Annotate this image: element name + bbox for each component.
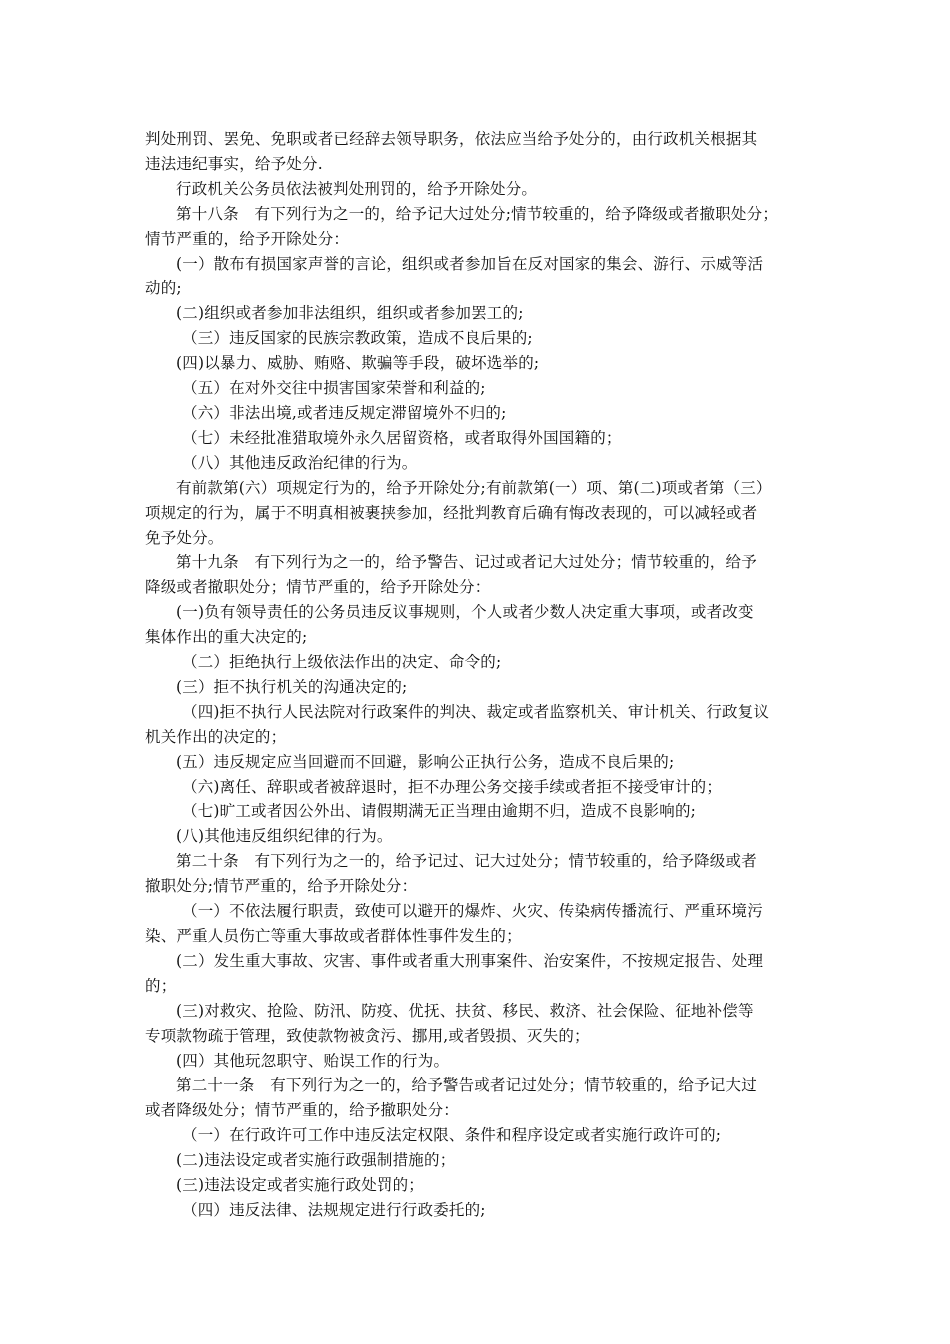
text-line: 撤职处分;情节严重的，给予开除处分： [145, 877, 418, 896]
text-line: 第二十一条 有下列行为之一的，给予警告或者记过处分；情节较重的，给予记大过 [176, 1076, 757, 1095]
text-line: (八)其他违反组织纪律的行为。 [176, 827, 393, 846]
text-line: 项规定的行为，属于不明真相被裹挟参加，经批判教育后确有悔改表现的，可以减轻或者 [145, 503, 758, 522]
text-line: （四)拒不执行人民法院对行政案件的判决、裁定或者监察机关、审计机关、行政复议 [182, 702, 770, 721]
text-line: （七）未经批准猎取境外永久居留资格，或者取得外国国籍的； [182, 428, 622, 447]
text-line: （五）在对外交往中损害国家荣誉和利益的; [182, 379, 486, 398]
text-line: (二)违法设定或者实施行政强制措施的； [176, 1151, 456, 1170]
text-line: （六)离任、辞职或者被辞退时，拒不办理公务交接手续或者拒不接受审计的； [182, 777, 723, 796]
text-line: 集体作出的重大决定的; [145, 628, 308, 647]
text-line: 降级或者撤职处分；情节严重的，给予开除处分： [145, 578, 491, 597]
text-line: (三)违法设定或者实施行政处罚的； [176, 1176, 424, 1195]
text-line: （六）非法出境,或者违反规定滞留境外不归的; [182, 403, 507, 422]
text-line: 染、严重人员伤亡等重大事故或者群体性事件发生的； [145, 927, 522, 945]
text-line: 有前款第(六）项规定行为的，给予开除处分;有前款第(一）项、第(二)项或者第（三） [176, 478, 772, 497]
document-body [145, 127, 815, 1223]
text-line: 违法违纪事实，给予处分. [145, 154, 323, 173]
text-line: 第十八条 有下列行为之一的，给予记大过处分;情节较重的，给予降级或者撤职处分； [176, 204, 779, 223]
text-line: (四)以暴力、威胁、贿赂、欺骗等手段，破坏选举的; [176, 354, 540, 373]
text-line: (二)组织或者参加非法组织，组织或者参加罢工的; [176, 304, 524, 323]
text-line: 情节严重的，给予开除处分： [145, 229, 350, 248]
text-line: (三）拒不执行机关的沟通决定的; [176, 677, 408, 696]
text-line: （二）拒绝执行上级依法作出的决定、命令的; [182, 653, 502, 672]
text-line: (五）违反规定应当回避而不回避，影响公正执行公务，造成不良后果的; [176, 752, 675, 771]
text-line: （三）违反国家的民族宗教政策，造成不良后果的; [182, 329, 533, 348]
text-line: （一）不依法履行职责，致使可以避开的爆炸、火灾、传染病传播流行、严重环境污 [182, 902, 763, 921]
text-line: 判处刑罚、罢免、免职或者已经辞去领导职务，依法应当给予处分的，由行政机关根据其 [145, 130, 758, 148]
text-line: 第二十条 有下列行为之一的，给予记过、记大过处分；情节较重的，给予降级或者 [176, 852, 757, 871]
text-line: (二）发生重大事故、灾害、事件或者重大刑事案件、治安案件，不按规定报告、处理 [176, 951, 764, 970]
text-line: 动的; [145, 279, 182, 298]
text-line: 或者降级处分；情节严重的，给予撤职处分： [145, 1101, 460, 1120]
text-line: （一）在行政许可工作中违反法定权限、条件和程序设定或者实施行政许可的; [182, 1126, 722, 1145]
text-line: （八）其他违反政治纪律的行为。 [182, 453, 418, 472]
text-line: (四）其他玩忽职守、贻误工作的行为。 [176, 1051, 450, 1070]
text-line: 的； [145, 976, 177, 995]
text-line: 免予处分。 [145, 528, 224, 547]
text-line: 机关作出的决定的； [145, 727, 287, 746]
text-line: （七)旷工或者因公外出、请假期满无正当理由逾期不归，造成不良影响的; [182, 802, 697, 821]
text-line: 行政机关公务员依法被判处刑罚的，给予开除处分。 [176, 179, 538, 198]
text-line: (一）散布有损国家声誉的言论，组织或者参加旨在反对国家的集会、游行、示威等活 [176, 254, 764, 273]
text-line: (三)对救灾、抢险、防汛、防疫、优抚、扶贫、移民、救济、社会保险、征地补偿等 [176, 1001, 754, 1020]
text-line: （四）违反法律、法规规定进行行政委托的; [182, 1200, 486, 1219]
text-line: (一)负有领导责任的公务员违反议事规则，个人或者少数人决定重大事项，或者改变 [176, 603, 754, 622]
text-line: 专项款物疏于管理，致使款物被贪污、挪用,或者毁损、灭失的； [145, 1026, 590, 1045]
text-line: 第十九条 有下列行为之一的，给予警告、记过或者记大过处分；情节较重的，给予 [176, 553, 757, 572]
